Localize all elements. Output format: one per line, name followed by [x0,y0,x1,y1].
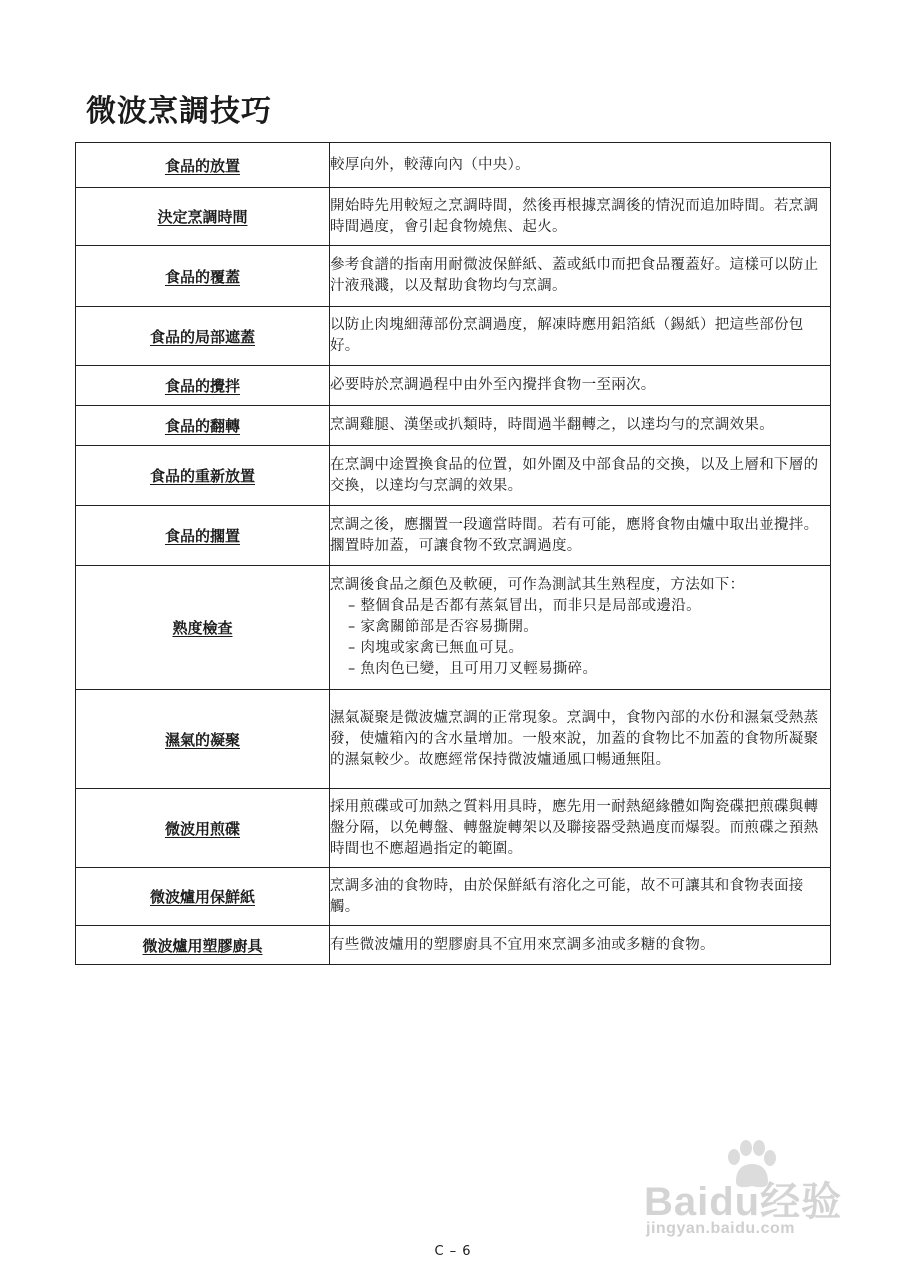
table-row [76,188,831,246]
desc-cell: 採用煎碟或可加熱之質料用具時，應先用一耐熱絕緣體如陶瓷碟把煎碟與轉盤分隔，以免轉盤、轉盤旋轉架以及聯接器受熱過度而爆裂。而煎碟之預熱時間也不應超過指定的範圍。 [330,789,831,868]
term-label: 食品的放置 [164,156,240,175]
desc-cell: 在烹調中途置換食品的位置，如外圍及中部食品的交換，以及上層和下層的交換，以達均勻烹調的效果。 [330,446,831,506]
table-row [76,366,831,406]
table-row [76,789,831,868]
watermark-site: jingyan.baidu.com [646,1220,795,1237]
table-row [76,246,831,307]
list-item: – 魚肉色已變，且可用刀叉輕易撕碎。 [330,659,830,680]
check-list [330,596,830,680]
desc-cell: 烹調雞腿、漢堡或扒類時，時間過半翻轉之，以達均勻的烹調效果。 [330,406,831,446]
term-cell [76,143,330,188]
table-row [76,868,831,926]
table-row [76,506,831,566]
term-cell [76,789,330,868]
desc-cell: 濕氣凝聚是微波爐烹調的正常現象。烹調中，食物內部的水份和濕氣受熱蒸發，使爐箱內的含水量增加。一般來說，加蓋的食物比不加蓋的食物所凝聚的濕氣較少。故應經常保持微波爐通風口暢通無阻。 [330,690,831,789]
desc-cell: 以防止肉塊細薄部份烹調過度，解凍時應用鋁箔紙（錫紙）把這些部份包好。 [330,307,831,366]
desc-cell: 較厚向外，較薄向內（中央）。 [330,143,831,188]
table-row [76,690,831,789]
list-item: – 家禽關節部是否容易撕開。 [330,617,830,638]
term-label: 決定烹調時間 [157,208,248,226]
term-cell [76,926,330,965]
term-cell [76,307,330,366]
term-cell [76,566,330,690]
term-label: 食品的重新放置 [149,467,255,485]
desc-intro: 烹調後食品之顏色及軟硬，可作為測試其生熟程度，方法如下： [330,577,745,593]
term-label: 熟度檢查 [172,619,233,637]
table-row [76,406,831,446]
watermark-logo: Baidu经验 [644,1180,843,1224]
term-label: 食品的局部遮蓋 [149,327,255,346]
table-row [76,143,831,188]
term-cell [76,188,330,246]
list-item: – 整個食品是否都有蒸氣冒出，而非只是局部或邊沿。 [330,596,830,617]
desc-cell: 必要時於烹調過程中由外至內攪拌食物一至兩次。 [330,366,831,406]
list-item: – 肉塊或家禽已無血可見。 [330,638,830,659]
desc-cell: 有些微波爐用的塑膠廚具不宜用來烹調多油或多糖的食物。 [330,926,831,965]
table-row [76,926,831,965]
table-row [76,566,831,690]
term-cell [76,868,330,926]
term-cell [76,366,330,406]
page-title: 微波烹調技巧 [86,94,272,129]
cooking-tips-table [75,142,831,965]
desc-cell: 烹調多油的食物時，由於保鮮紙有溶化之可能，故不可讓其和食物表面接觸。 [330,868,831,926]
desc-cell: 開始時先用較短之烹調時間，然後再根據烹調後的情況而追加時間。若烹調時間過度，會引起食物燒焦、起火。 [330,188,831,246]
table-row [76,307,831,366]
desc-cell: 參考食譜的指南用耐微波保鮮紙、蓋或紙巾而把食品覆蓋好。這樣可以防止汁液飛濺，以及幫助食物均勻烹調。 [330,246,831,307]
term-cell [76,690,330,789]
table-row [76,446,831,506]
term-label: 微波爐用保鮮紙 [149,888,255,906]
term-label: 食品的覆蓋 [164,267,240,286]
desc-cell: 烹調之後，應擱置一段適當時間。若有可能，應將食物由爐中取出並攪拌。擱置時加蓋，可讓食物不致烹調過度。 [330,506,831,566]
term-cell [76,406,330,446]
term-label: 微波用煎碟 [164,819,240,838]
desc-cell [330,566,831,690]
term-cell [76,246,330,307]
term-cell [76,506,330,566]
term-label: 食品的攪拌 [164,377,240,395]
term-label: 食品的擱置 [164,527,240,545]
page-number: C – 6 [434,1244,472,1259]
term-label: 食品的翻轉 [164,417,240,435]
term-label: 濕氣的凝聚 [164,730,240,749]
term-label: 微波爐用塑膠廚具 [142,936,263,955]
baidu-jingyan-watermark [630,1140,880,1240]
term-cell [76,446,330,506]
